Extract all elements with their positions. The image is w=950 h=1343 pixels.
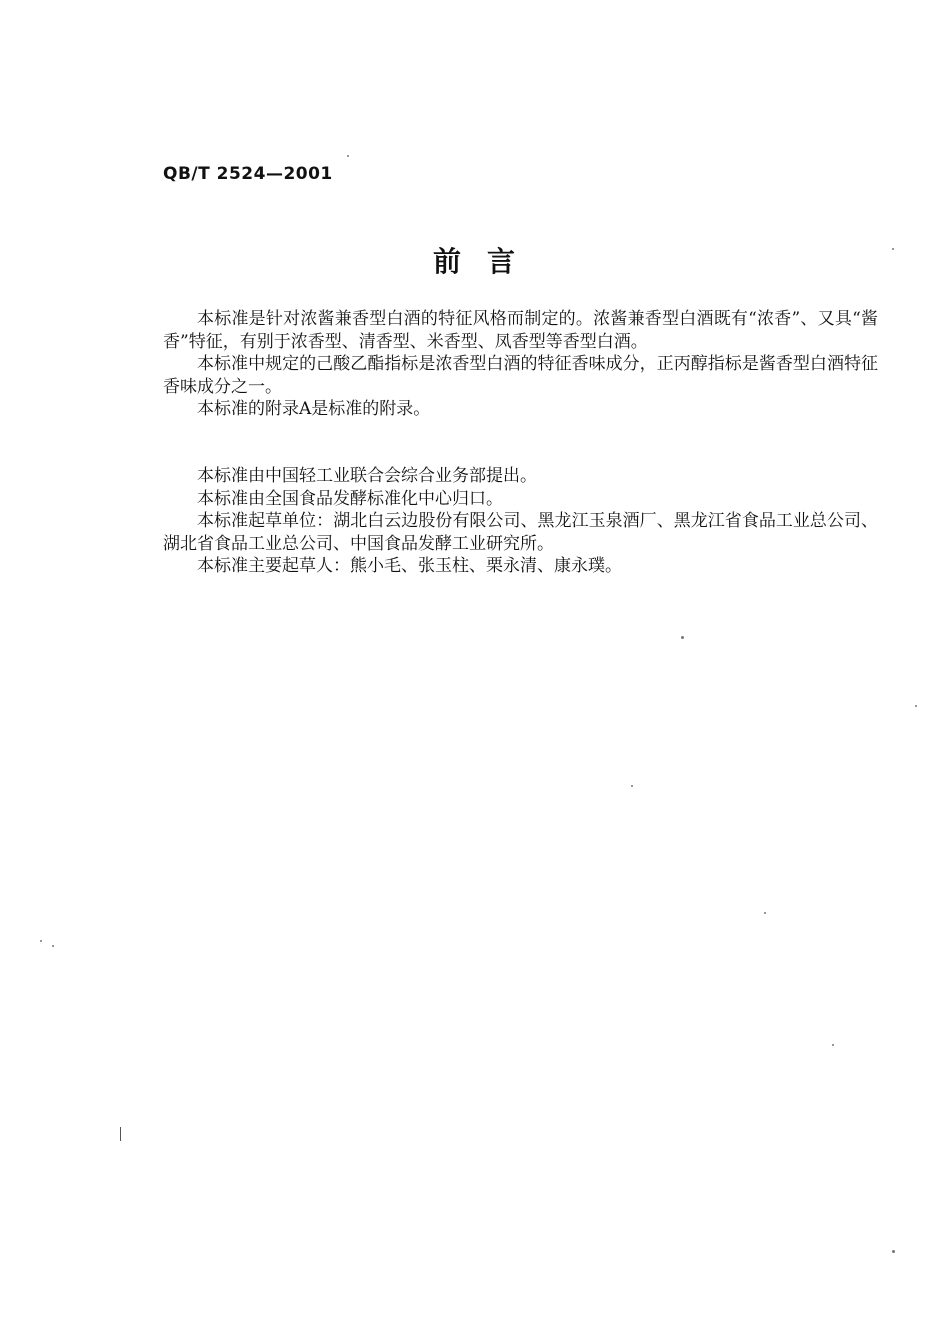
scan-mark bbox=[120, 1127, 121, 1141]
foreword-section-1 bbox=[163, 308, 878, 421]
scan-speck bbox=[764, 912, 766, 914]
scan-speck bbox=[631, 785, 633, 787]
paragraph-proposer: 本标准由中国轻工业联合会综合业务部提出。 bbox=[197, 466, 537, 486]
scan-speck bbox=[681, 636, 684, 639]
title-char-1: 前 bbox=[432, 245, 463, 278]
paragraph-drafting-units: 本标准起草单位：湖北白云边股份有限公司、黑龙江玉泉酒厂、黑龙江省食品工业总公司、湖北省食品工业总公司、中国食品发酵工业研究所。 bbox=[163, 511, 878, 554]
standard-code: QB/T 2524—2001 bbox=[163, 164, 333, 184]
scan-speck bbox=[40, 940, 42, 942]
paragraph-centralized: 本标准由全国食品发酵标准化中心归口。 bbox=[197, 488, 503, 509]
scan-speck bbox=[915, 705, 917, 707]
scan-speck bbox=[347, 155, 349, 157]
paragraph-indicators: 本标准中规定的己酸乙酯指标是浓香型白酒的特征香味成分，正丙醇指标是酱香型白酒特征香味成分之一。 bbox=[163, 354, 878, 397]
foreword-section-2 bbox=[163, 465, 878, 578]
paragraph-purpose: 本标准是针对浓酱兼香型白酒的特征风格而制定的。浓酱兼香型白酒既有“浓香”、又具“酱香”特征，有别于浓香型、清香型、米香型、凤香型等香型白酒。 bbox=[163, 309, 878, 352]
scan-speck bbox=[892, 248, 894, 250]
title-char-2: 言 bbox=[487, 245, 518, 278]
paragraph-appendix: 本标准的附录A是标准的附录。 bbox=[197, 399, 431, 419]
page-title bbox=[0, 240, 950, 280]
paragraph-drafters: 本标准主要起草人：熊小毛、张玉柱、栗永清、康永璞。 bbox=[197, 556, 622, 576]
scan-speck bbox=[832, 1044, 834, 1046]
scan-speck bbox=[892, 1250, 895, 1253]
scan-speck bbox=[52, 945, 54, 947]
